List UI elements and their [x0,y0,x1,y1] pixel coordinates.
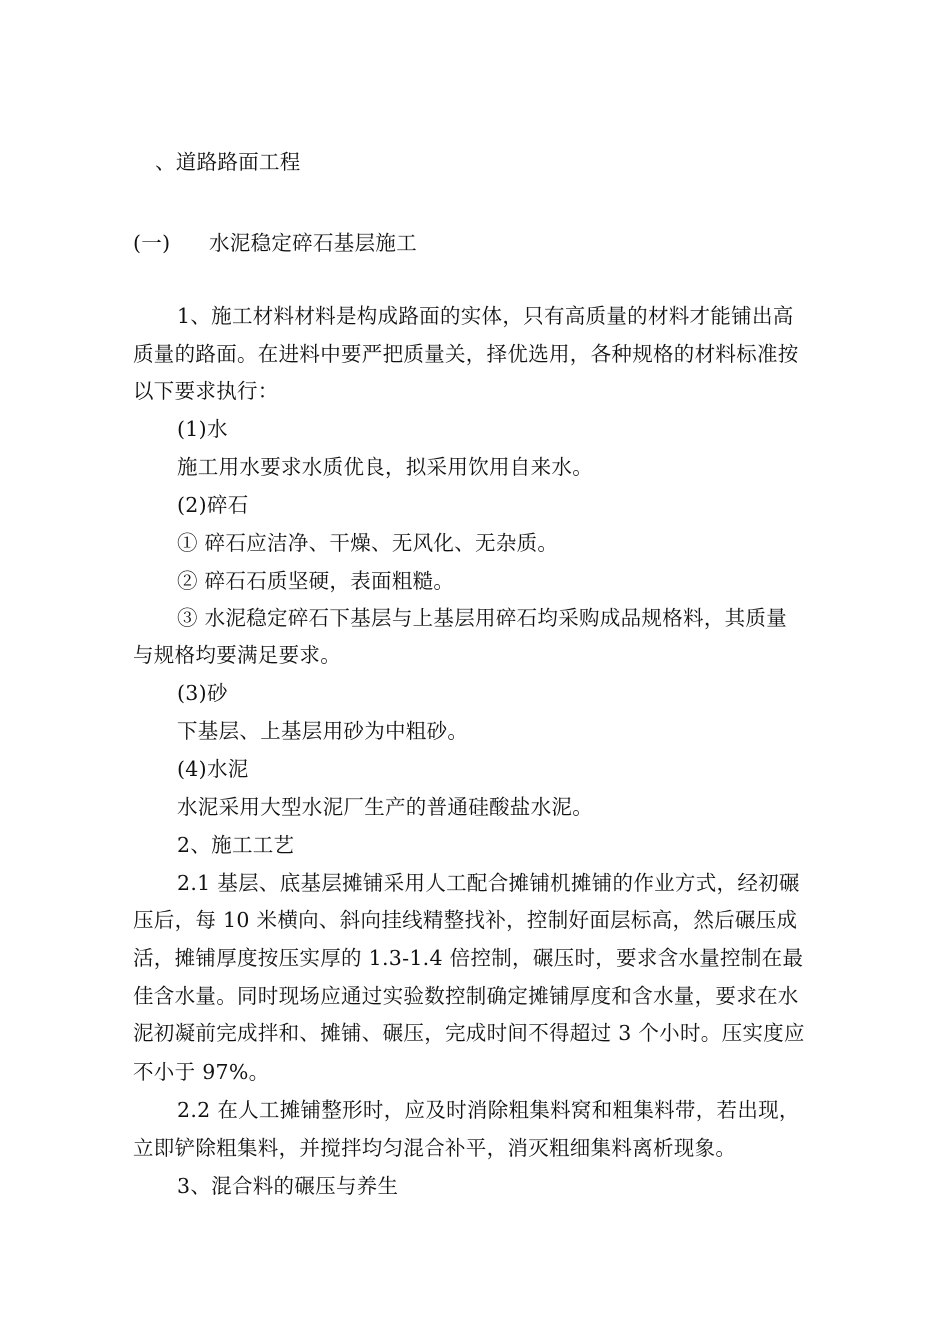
paragraph-line: 2.1 基层、底基层摊铺采用人工配合摊铺机摊铺的作业方式，经初碾 [177,871,800,895]
subsection-number: (一) [133,231,171,255]
subsection-heading [133,228,417,258]
paragraph-line: 质量的路面。在进料中要严把质量关，择优选用，各种规格的材料标准按 [133,342,799,366]
paragraph-line: 与规格均要满足要求。 [133,643,341,667]
item-heading-sand: (3)砂 [177,681,228,705]
subsection-title: 水泥稳定碎石基层施工 [209,231,417,255]
paragraph-line: 施工用水要求水质优良，拟采用饮用自来水。 [177,455,593,479]
paragraph-line: 佳含水量。同时现场应通过实验数控制确定摊铺厚度和含水量，要求在水 [133,984,799,1008]
section-title: 、道路路面工程 [155,150,301,174]
paragraph-line: 泥初凝前完成拌和、摊铺、碾压，完成时间不得超过 3 个小时。压实度应 [133,1021,805,1045]
paragraph-line: 不小于 97%。 [133,1060,270,1084]
item-heading-water: (1)水 [177,417,228,441]
item-heading-cement: (4)水泥 [177,757,249,781]
paragraph-line: 立即铲除粗集料，并搅拌均匀混合补平，消灭粗细集料离析现象。 [133,1136,737,1160]
list-item: ② 碎石石质坚硬，表面粗糙。 [177,569,455,593]
list-item: ① 碎石应洁净、干燥、无风化、无杂质。 [177,531,559,555]
paragraph-line: 2.2 在人工摊铺整形时，应及时消除粗集料窝和粗集料带，若出现， [177,1098,800,1122]
paragraph-line: 以下要求执行： [133,379,279,403]
compaction-heading: 3、混合料的碾压与养生 [177,1174,399,1198]
paragraph-line: 水泥采用大型水泥厂生产的普通硅酸盐水泥。 [177,795,593,819]
item-heading-gravel: (2)碎石 [177,493,249,517]
paragraph-line: 1、施工材料材料是构成路面的实体，只有高质量的材料才能铺出高 [177,304,794,328]
paragraph-line: 活，摊铺厚度按压实厚的 1.3-1.4 倍控制，碾压时，要求含水量控制在最 [133,946,804,970]
process-heading: 2、施工工艺 [177,833,295,857]
list-item: ③ 水泥稳定碎石下基层与上基层用碎石均采购成品规格料，其质量 [177,606,788,630]
paragraph-line: 压后，每 10 米横向、斜向挂线精整找补，控制好面层标高，然后碾压成 [133,908,798,932]
paragraph-line: 下基层、上基层用砂为中粗砂。 [177,719,469,743]
